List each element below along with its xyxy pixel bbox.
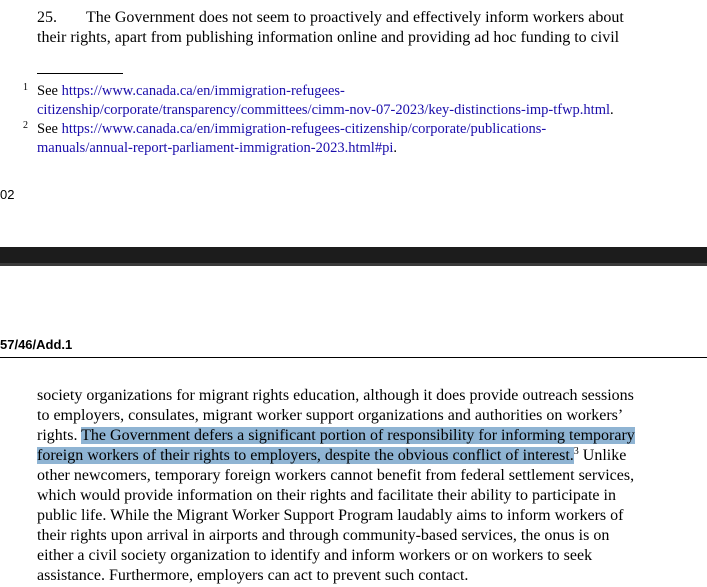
header-rule xyxy=(0,357,707,358)
paragraph-number: 25. xyxy=(37,9,57,26)
paragraph-line: to employers, consulates, migrant worker support organizations and authorities on workers’ xyxy=(37,407,624,424)
page-number: 02 xyxy=(0,187,15,202)
paragraph-line: The Government does not seem to proactively and effectively inform workers about xyxy=(86,9,624,26)
footnote-link[interactable]: manuals/annual-report-parliament-immigration-2023.html#pi xyxy=(37,140,394,156)
paragraph-line: their rights upon arrival in airports and through community-based services, the onus is on xyxy=(37,527,610,544)
paragraph-text: Unlike xyxy=(578,447,627,464)
paragraph-line: public life. While the Migrant Worker Support Program laudably aims to inform workers of xyxy=(37,507,624,524)
footnote-suffix: . xyxy=(393,140,397,156)
footnote-2 xyxy=(23,120,677,158)
footnote-1 xyxy=(23,82,677,120)
footnote-link[interactable]: citizenship/corporate/transparency/committees/cimm-nov-07-2023/key-distinctions-imp-tfwp.html xyxy=(37,102,611,118)
paragraph-continued xyxy=(37,386,651,586)
document-symbol: 57/46/Add.1 xyxy=(0,337,73,352)
footnote-link[interactable]: https://www.canada.ca/en/immigration-refugees-citizenship/corporate/publications- xyxy=(61,121,547,137)
footnote-prefix: See xyxy=(37,83,62,99)
paragraph-line: other newcomers, temporary foreign workers cannot benefit from federal settlement services, xyxy=(37,467,635,484)
highlighted-text[interactable]: foreign workers of their rights to employers, despite the obvious conflict of interest. xyxy=(37,447,574,464)
footnote-mark: 1 xyxy=(23,82,28,93)
footnote-suffix: . xyxy=(610,102,614,118)
paragraph-25 xyxy=(37,8,651,48)
highlighted-text[interactable]: The Government defers a significant portion of responsibility for informing temporary xyxy=(81,427,635,444)
page-divider xyxy=(0,247,707,266)
footnote-link[interactable]: https://www.canada.ca/en/immigration-refugees- xyxy=(61,83,345,99)
footnote-prefix: See xyxy=(37,121,62,137)
paragraph-line: their rights, apart from publishing information online and providing ad hoc funding to civil xyxy=(37,29,620,46)
footnote-reference: 3 xyxy=(573,446,579,457)
footnote-separator xyxy=(37,73,123,74)
paragraph-text: rights. xyxy=(37,427,82,444)
paragraph-line: either a civil society organization to identify and inform workers or on workers to seek xyxy=(37,547,593,564)
paragraph-line: assistance. Furthermore, employers can act to prevent such contact. xyxy=(37,567,469,584)
paragraph-line: society organizations for migrant rights education, although it does provide outreach sessions xyxy=(37,387,634,404)
footnote-mark: 2 xyxy=(23,120,28,131)
paragraph-line: which would provide information on their rights and facilitate their ability to participate in xyxy=(37,487,616,504)
